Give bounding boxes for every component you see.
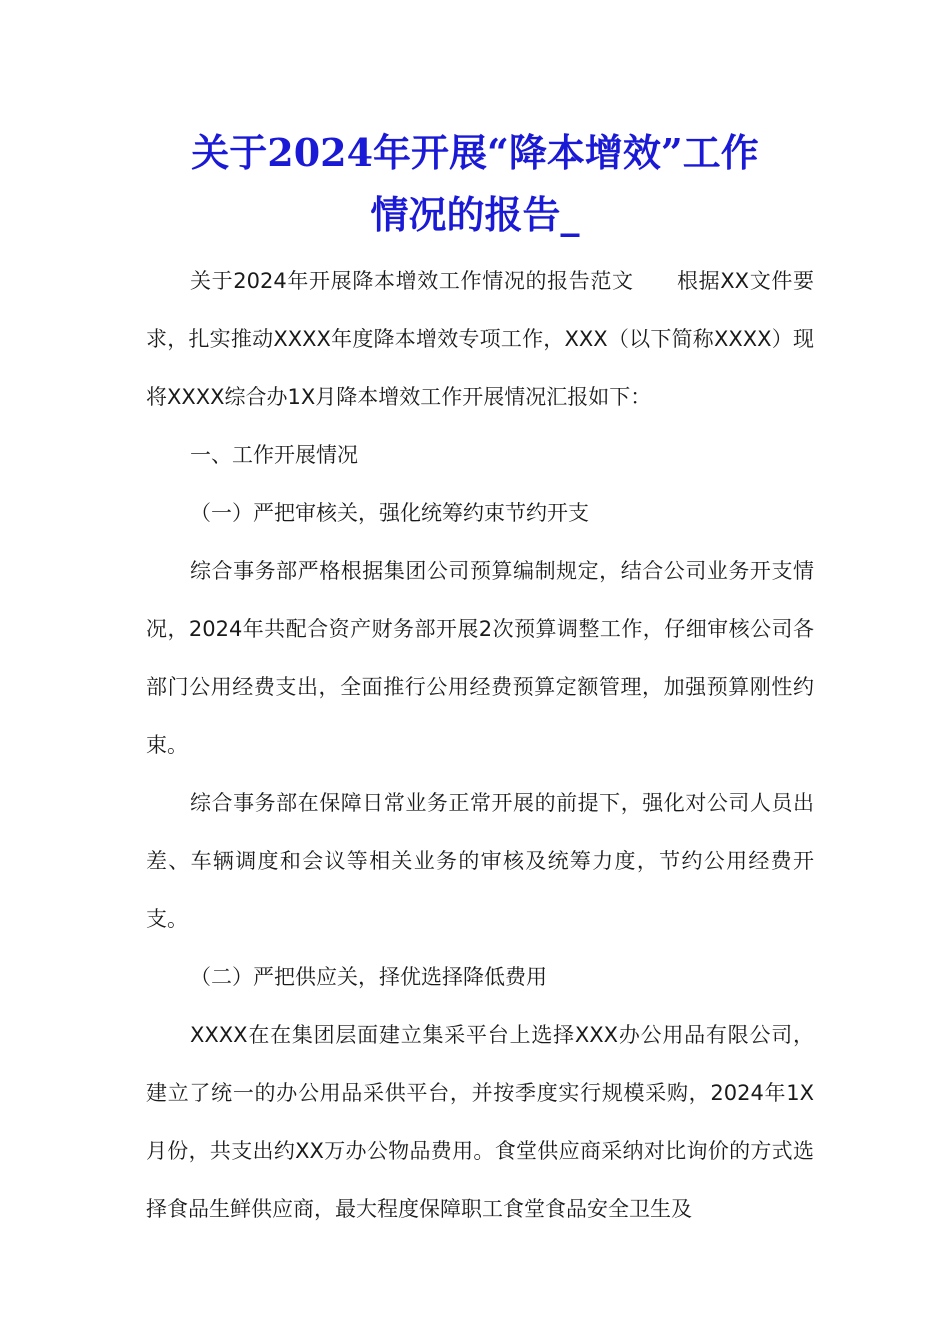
document-body: [146, 252, 814, 1238]
body-paragraph-3: XXXX在在集团层面建立集采平台上选择XXX办公用品有限公司，建立了统一的办公用品采供平台，并按季度实行规模采购，2024年1X月份，共支出约XX万办公物品费用。食堂供应商采纳对比询价的方式选择食品生鲜供应商，最大程度保障职工食堂食品安全卫生及: [146, 1023, 814, 1221]
section-heading-1: 一、工作开展情况: [190, 443, 358, 467]
title-line-2: 情况的报告_: [370, 192, 580, 237]
document-title: [130, 122, 820, 246]
body-paragraph-1: 综合事务部严格根据集团公司预算编制规定，结合公司业务开支情况，2024年共配合资产财务部开展2次预算调整工作，仔细审核公司各部门公用经费支出，全面推行公用经费预算定额管理，加强预算刚性约束。: [146, 559, 814, 757]
subsection-heading-2: （二）严把供应关，择优选择降低费用: [190, 965, 547, 989]
title-line-1: 关于2024年开展“降本增效”工作: [191, 130, 759, 175]
subsection-heading-1: （一）严把审核关，强化统筹约束节约开支: [190, 501, 589, 525]
body-paragraph-2: 综合事务部在保障日常业务正常开展的前提下，强化对公司人员出差、车辆调度和会议等相关业务的审核及统筹力度，节约公用经费开支。: [146, 791, 814, 931]
intro-paragraph: 关于2024年开展降本增效工作情况的报告范文 根据XX文件要求，扎实推动XXXX年度降本增效专项工作，XXX（以下简称XXXX）现将XXXX综合办1X月降本增效工作开展情况汇报如下：: [146, 269, 814, 409]
